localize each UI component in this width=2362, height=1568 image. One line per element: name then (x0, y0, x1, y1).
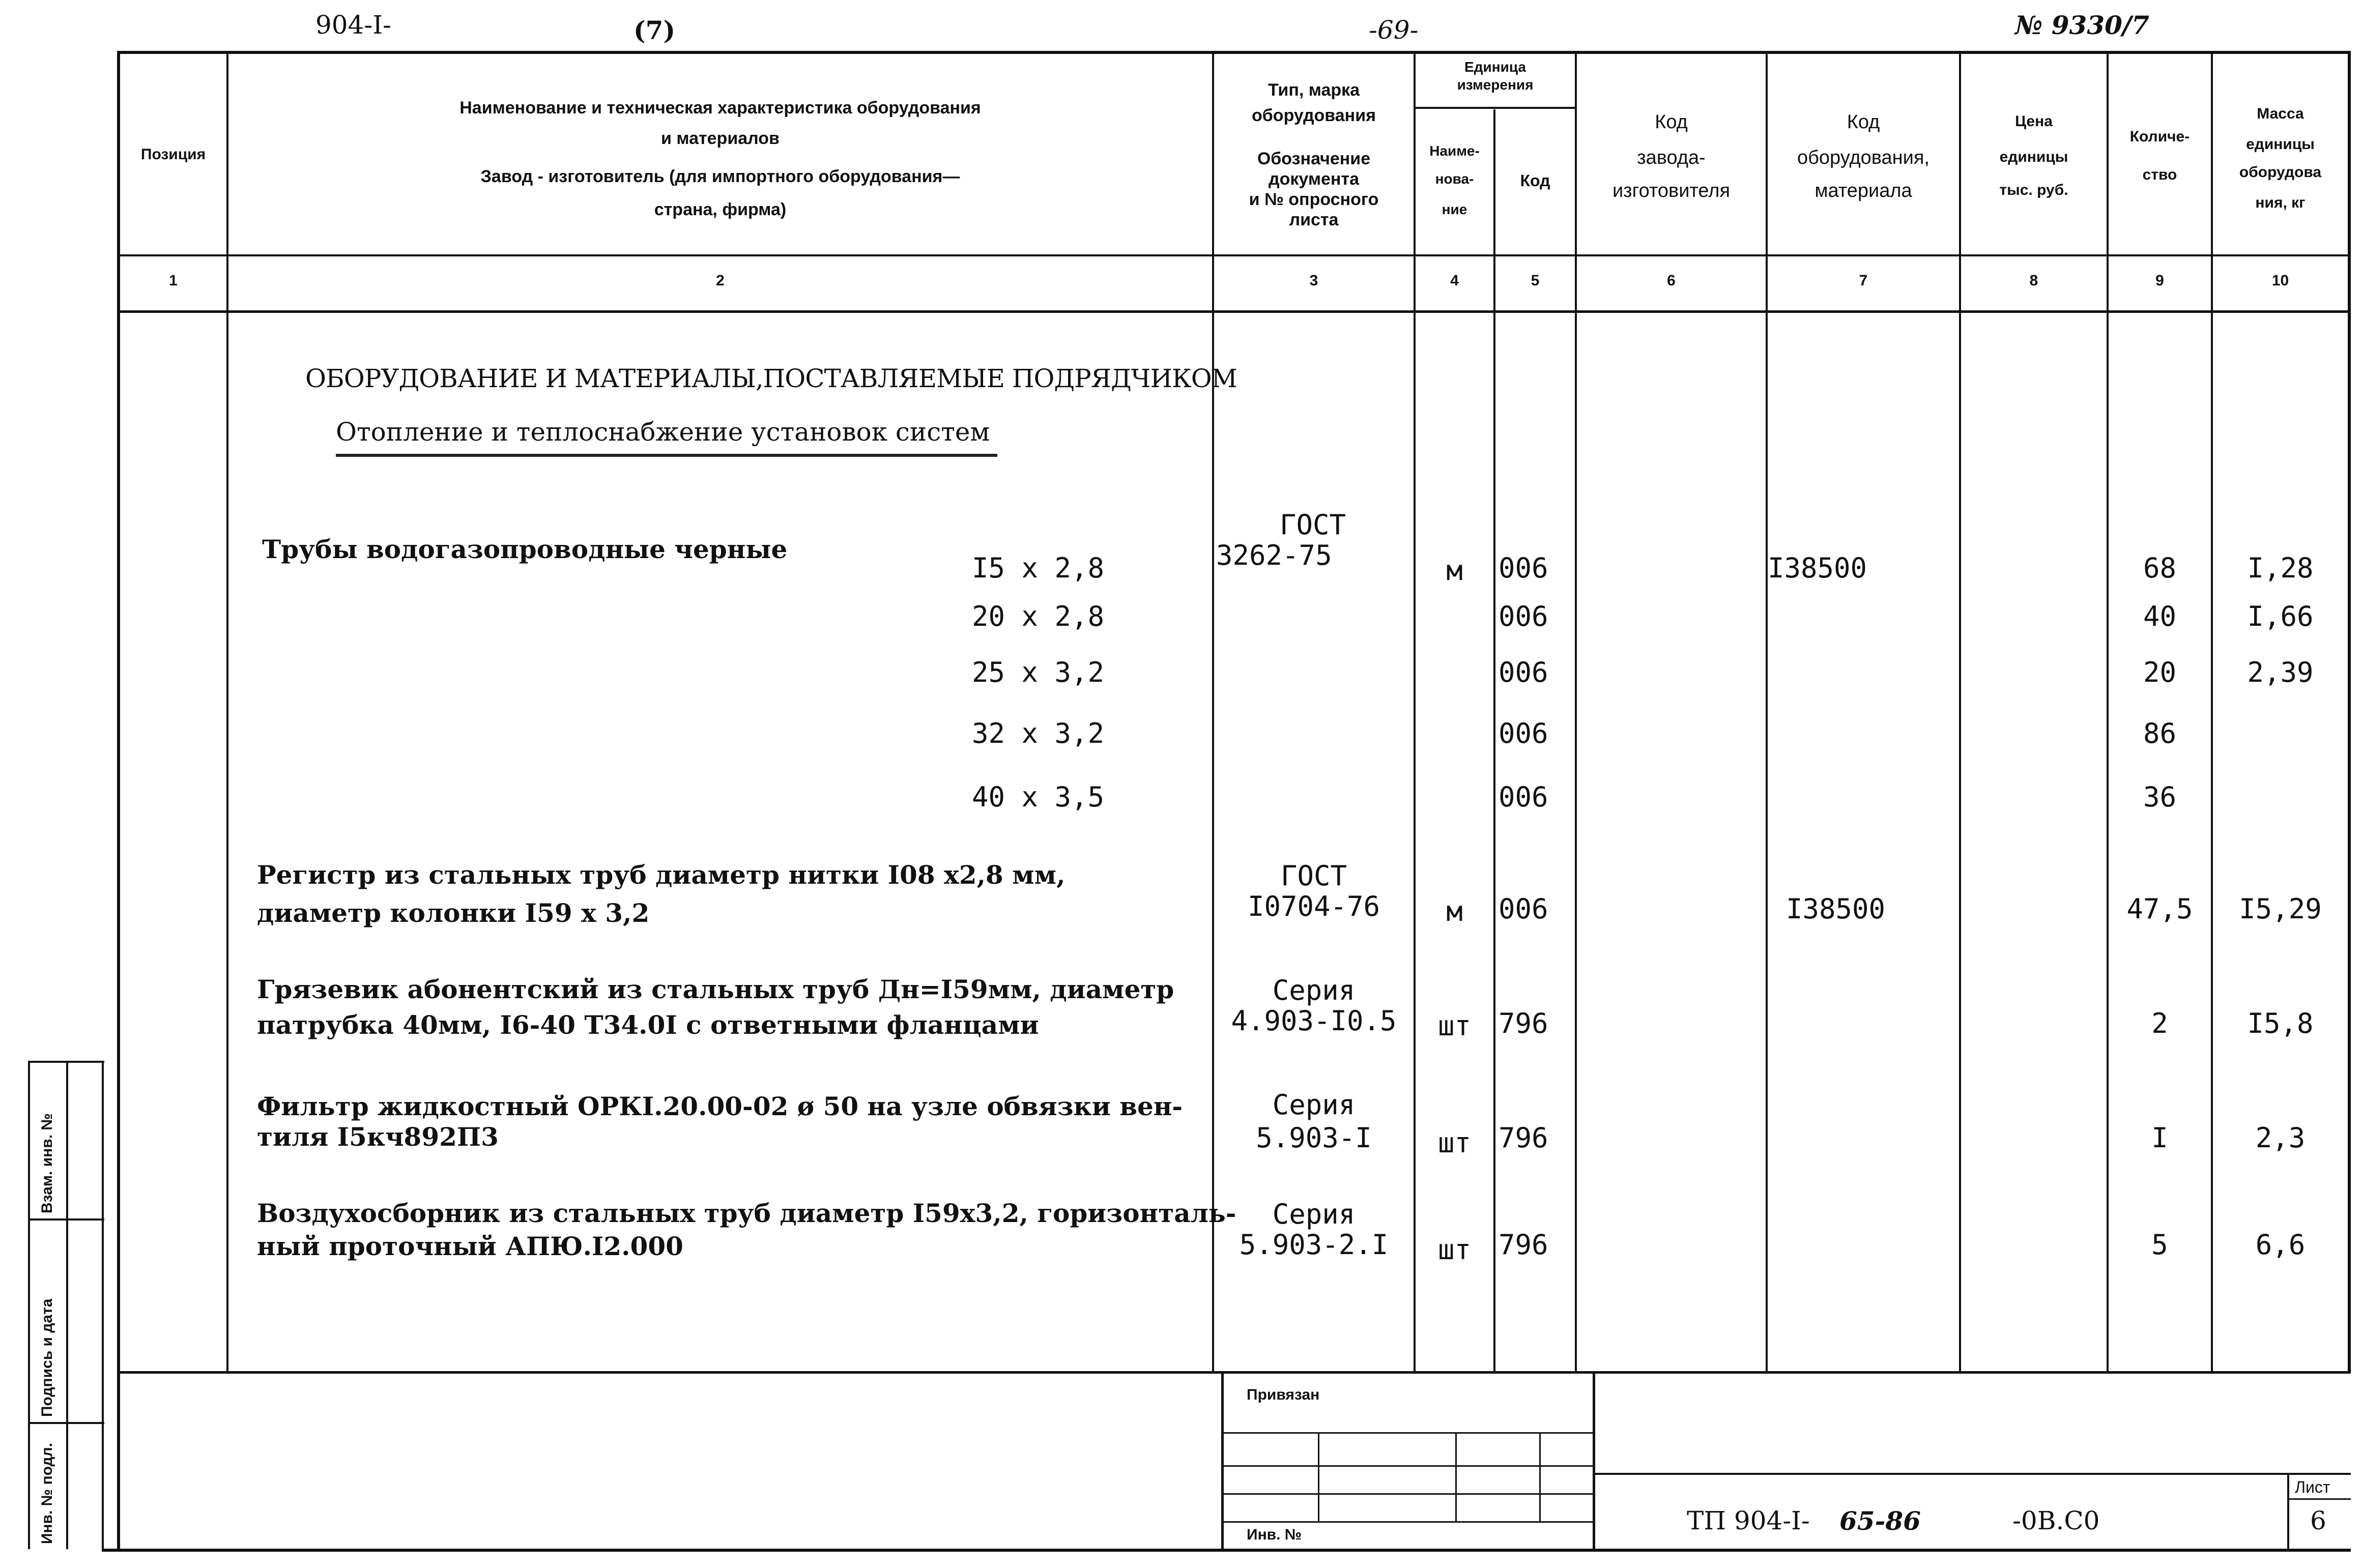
margin-inner-line (66, 1061, 68, 1549)
col-maker-header-l3: изготовителя (1612, 180, 1731, 201)
page-number: -69- (1369, 15, 1419, 45)
pipe-row-3-qty: 20 (2143, 656, 2177, 688)
frame-bottom-line (102, 1549, 2351, 1552)
col-qty-header-l2: ство (2142, 166, 2177, 183)
margin-frame-line (102, 1061, 104, 1549)
stamp-row-line-2 (1224, 1465, 1593, 1467)
qty-header-tick (2107, 254, 2211, 256)
col-name-header-l1: Наименование и техническая характеристика оборудования (459, 98, 981, 118)
item-4-unit: шт (1437, 1234, 1472, 1266)
stamp-doc-code-c: -0В.С0 (2012, 1506, 2100, 1535)
item-1-doc-l1: ГОСТ (1280, 860, 1347, 892)
col-type-header-l3: Обозначение (1257, 149, 1371, 168)
col-number-8: 8 (2029, 272, 2038, 289)
section-title: ОБОРУДОВАНИЕ И МАТЕРИАЛЫ,ПОСТАВЛЯЕМЫЕ ПОДРЯДЧИКОМ (305, 364, 1237, 393)
item-3-line-1: Фильтр жидкостный ОРКI.20.00-02 ø 50 на узле обвязки вен- (257, 1091, 1183, 1121)
section-subtitle: Отопление и теплоснабжение установок систем (336, 417, 990, 447)
sheet-paren: (7) (633, 15, 676, 45)
item-4-doc-l1: Серия (1272, 1198, 1356, 1230)
item-1-doc-l2: I0704-76 (1247, 890, 1380, 922)
item-4-qty: 5 (2151, 1229, 2168, 1261)
col-mass-header-l1: Масса (2257, 105, 2304, 122)
pipe-row-1-mass: I,28 (2247, 552, 2314, 584)
stamp-doc-code-b: 65-86 (1839, 1506, 1921, 1536)
pipe-row-5-unit-code: 006 (1499, 781, 1548, 813)
item-3-doc-l1: Серия (1272, 1089, 1356, 1121)
col-sep-9 (2211, 51, 2213, 1371)
item-2-doc-l1: Серия (1272, 974, 1356, 1006)
item-1-unit: м (1446, 895, 1463, 927)
margin-box-top (28, 1061, 104, 1063)
item-2-unit-code: 796 (1499, 1007, 1548, 1039)
item-4-mass: 6,6 (2255, 1229, 2306, 1261)
item-3-line-2: тиля I5кч892П3 (257, 1122, 499, 1152)
col-number-3: 3 (1309, 272, 1318, 289)
item-3-unit-code: 796 (1499, 1122, 1548, 1154)
item-2-doc-l2: 4.903-I0.5 (1231, 1005, 1397, 1037)
stamp-row-line-3 (1224, 1493, 1593, 1495)
item-2-unit: шт (1437, 1010, 1472, 1042)
series-label: 904-I- (315, 10, 391, 40)
pipe-row-4-qty: 86 (2143, 717, 2177, 749)
col-sep-7 (1959, 51, 1961, 1371)
col-type-header-l5: и № опросного (1249, 190, 1379, 209)
margin-box-sep-2 (28, 1422, 104, 1424)
col-name-header-l4: страна, фирма) (654, 200, 787, 219)
frame-right-line (2348, 51, 2351, 1374)
margin-outer-line (28, 1061, 30, 1549)
col-number-7: 7 (1859, 272, 1868, 289)
col-unit-code-header: Код (1520, 171, 1550, 190)
item-2-line-1: Грязевик абонентский из стальных труб Дн=I59мм, диаметр (257, 974, 1174, 1004)
item-3-doc-l2: 5.903-I (1256, 1122, 1372, 1154)
col-equip-header-l3: материала (1814, 180, 1912, 201)
pipe-row-2-mass: I,66 (2247, 600, 2314, 632)
col-sep-3 (1414, 51, 1416, 1371)
stamp-bound-label: Привязан (1247, 1386, 1320, 1403)
col-sep-4 (1493, 109, 1495, 1371)
col-sep-6 (1766, 51, 1768, 1371)
col-unit-name-header-l2: нова- (1435, 171, 1474, 187)
item-3-unit: шт (1437, 1127, 1472, 1159)
col-price-header-l1: Цена (2015, 113, 2053, 130)
margin-inv-replace: Взам. инв. № (39, 1113, 55, 1213)
pipe-row-3-mass: 2,39 (2247, 656, 2314, 688)
pipe-row-2-size: 20 x 2,8 (972, 600, 1105, 632)
col-number-6: 6 (1667, 272, 1676, 289)
stamp-mid-line (1593, 1374, 1595, 1549)
pipe-row-4-unit-code: 006 (1499, 717, 1548, 749)
margin-inv-orig: Инв. № подл. (39, 1442, 55, 1544)
col-type-header-l2: оборудования (1252, 106, 1376, 125)
inventory-number: № 9330/7 (2015, 10, 2149, 40)
item-3-mass: 2,3 (2255, 1122, 2306, 1154)
unit-header-divider (1416, 107, 1575, 109)
header-divider (117, 254, 2351, 256)
col-unit-name-header-l3: ние (1442, 201, 1467, 217)
pipe-row-1-size: I5 x 2,8 (972, 552, 1105, 584)
col-price-header-l2: единицы (1999, 149, 2068, 165)
pipe-row-3-size: 25 x 3,2 (972, 656, 1105, 688)
col-type-header-l4: документа (1269, 169, 1359, 189)
col-name-header-l2: и материалов (661, 129, 780, 148)
col-equip-header-l2: оборудования, (1797, 147, 1930, 168)
stamp-col-line-1 (1318, 1432, 1319, 1521)
col-sep-8 (2107, 51, 2109, 1371)
item-1-line-2: диаметр колонки I59 x 3,2 (257, 898, 650, 928)
table-bottom-line (117, 1371, 2351, 1374)
item-4-doc-l2: 5.903-2.I (1239, 1229, 1389, 1261)
pipes-doc-l1: ГОСТ (1279, 509, 1346, 541)
col-equip-header-l1: Код (1847, 111, 1880, 133)
margin-box-sep-1 (28, 1218, 104, 1221)
pipes-name: Трубы водогазопроводные черные (262, 534, 788, 564)
pipe-row-5-size: 40 x 3,5 (972, 781, 1105, 813)
pipes-code: I38500 (1768, 552, 1867, 584)
col-number-5: 5 (1531, 272, 1540, 289)
number-row-divider (117, 310, 2351, 313)
stamp-row-line-4 (1224, 1521, 1593, 1523)
pipe-row-5-qty: 36 (2143, 781, 2177, 813)
stamp-sheet-line (2287, 1498, 2351, 1500)
item-1-mass: I5,29 (2239, 893, 2322, 925)
item-2-mass: I5,8 (2247, 1007, 2314, 1039)
stamp-row-line-1 (1224, 1432, 1593, 1434)
col-mass-header-l4: ния, кг (2255, 194, 2306, 211)
col-number-4: 4 (1450, 272, 1459, 289)
item-4-unit-code: 796 (1499, 1229, 1548, 1261)
pipe-row-1-qty: 68 (2143, 552, 2177, 584)
col-unit-header-l2: измерения (1457, 77, 1534, 93)
stamp-code-top-line (1595, 1473, 2351, 1475)
stamp-sheet-label: Лист (2295, 1478, 2330, 1496)
stamp-col-line-2 (1455, 1432, 1457, 1521)
col-name-header-l3: Завод - изготовитель (для импортного оборудования— (480, 167, 960, 186)
col-sep-5 (1575, 51, 1577, 1371)
col-mass-header-l3: оборудова (2239, 164, 2322, 181)
item-1-line-1: Регистр из стальных труб диаметр нитки I08 x2,8 мм, (257, 860, 1065, 890)
pipe-row-4-size: 32 x 3,2 (972, 717, 1105, 749)
pipe-row-2-unit-code: 006 (1499, 600, 1548, 632)
margin-sign-date: Подпись и дата (39, 1298, 55, 1417)
pipe-row-2-qty: 40 (2143, 600, 2177, 632)
item-1-code: I38500 (1786, 893, 1886, 925)
col-price-header-l3: тыс. руб. (1999, 182, 2068, 198)
item-2-line-2: патрубка 40мм, I6-40 Т34.0I с ответными фланцами (257, 1010, 1039, 1040)
col-maker-header-l1: Код (1655, 111, 1688, 133)
col-number-9: 9 (2155, 272, 2164, 289)
section-subtitle-underline (336, 454, 997, 457)
stamp-col-line-3 (1539, 1432, 1541, 1521)
stamp-doc-code-a: ТП 904-I- (1687, 1506, 1810, 1535)
item-2-qty: 2 (2151, 1007, 2168, 1039)
pipe-row-3-unit-code: 006 (1499, 656, 1548, 688)
col-position-header: Позиция (140, 146, 206, 163)
col-unit-header-l1: Единица (1464, 59, 1526, 75)
stamp-sheet-number: 6 (2310, 1506, 2326, 1535)
frame-top-line (117, 51, 2351, 54)
col-number-1: 1 (169, 272, 178, 289)
pipe-row-1-unit-code: 006 (1499, 552, 1548, 584)
col-qty-header-l1: Количе- (2129, 128, 2190, 145)
col-sep-1 (226, 51, 228, 1371)
col-unit-name-header-l1: Наиме- (1429, 143, 1480, 159)
col-mass-header-l2: единицы (2246, 136, 2315, 153)
pipes-doc-l2: 3262-75 (1216, 539, 1332, 571)
col-number-2: 2 (716, 272, 725, 289)
item-1-unit-code: 006 (1499, 893, 1548, 925)
col-sep-2 (1212, 51, 1214, 1371)
item-4-line-2: ный проточный АПЮ.I2.000 (257, 1231, 683, 1261)
stamp-sheet-sep (2287, 1473, 2289, 1549)
col-maker-header-l2: завода- (1637, 147, 1706, 168)
col-type-header-l6: листа (1289, 210, 1339, 229)
item-4-line-1: Воздухосборник из стальных труб диаметр I59x3,2, горизонталь- (257, 1198, 1236, 1228)
stamp-inv-label: Инв. № (1247, 1526, 1302, 1543)
col-number-10: 10 (2271, 272, 2289, 289)
col-type-header-l1: Тип, марка (1268, 80, 1360, 100)
pipes-unit: м (1446, 555, 1463, 587)
item-3-qty: I (2151, 1122, 2168, 1154)
item-1-qty: 47,5 (2126, 893, 2193, 925)
